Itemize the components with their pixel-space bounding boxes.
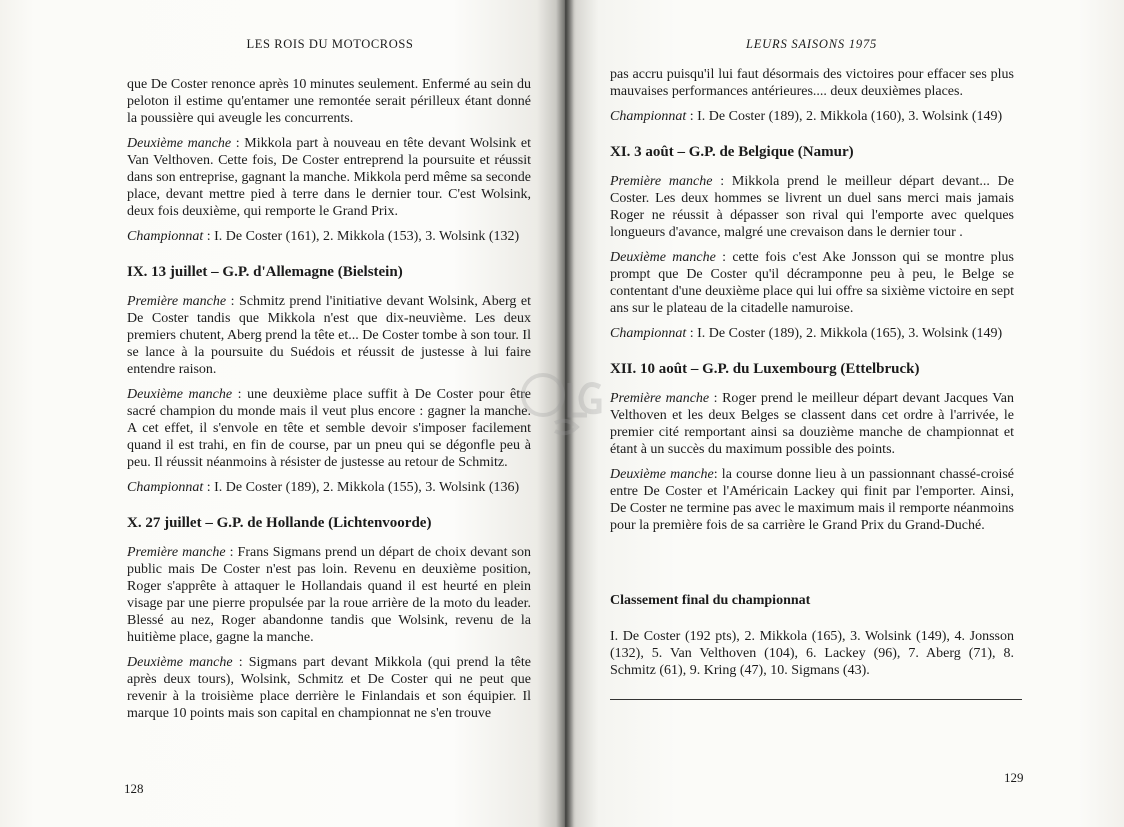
right-paragraph-1: [610, 66, 1014, 100]
left-p2-lead: Deuxième manche: [127, 136, 232, 151]
left-paragraph-1: [127, 76, 531, 127]
left-p6-text: : I. De Coster (189), 2. Mikkola (155), 3. Wolsink (136): [203, 480, 520, 495]
left-p8-lead: Deuxième manche: [127, 655, 233, 670]
left-text-block: [127, 76, 531, 730]
right-paragraph-7: [610, 466, 1014, 534]
left-p4-lead: Première manche: [127, 294, 227, 309]
left-paragraph-5: [127, 386, 531, 471]
bottom-rule: [610, 699, 1022, 700]
left-paragraph-3: [127, 228, 531, 245]
right-p3-text: : Mikkola prend le meilleur départ devant... De Coster. Les deux hommes se livrent un duel sans merci mais jamais Roger ne réussit à dépasser son rival qui l'emporte avec quelques longueurs d'avance, malgré une crevaison dans le dernier tour .: [610, 174, 1014, 240]
left-running-head: LES ROIS DU MOTOCROSS: [246, 37, 414, 51]
right-paragraph-5: [610, 325, 1014, 342]
right-paragraph-2: [610, 108, 1014, 125]
right-page-number: 129: [1004, 770, 1024, 785]
left-p2-text: : Mikkola part à nouveau en tête devant Wolsink et Van Velthoven. Cette fois, De Coster entreprend la poursuite et réussit dans son entreprise, gagnant la manche. Mikkola perd même sa seconde place, devant mettre pied à terre dans le dernier tour. C'est Wolsink, deux fois deuxième, qui remporte le Grand Prix.: [127, 136, 531, 219]
right-paragraph-3: [610, 173, 1014, 241]
right-paragraph-4: [610, 249, 1014, 317]
left-paragraph-2: [127, 135, 531, 220]
right-p2-text: : I. De Coster (189), 2. Mikkola (160), 3. Wolsink (149): [686, 109, 1003, 124]
left-p5-text: : une deuxième place suffit à De Coster pour être sacré champion du monde mais il veut plus encore : gagner la manche. A cet effet, il s'envole en tête et semble devoir s'imposer facilement quand il est trahi, en fin de course, par un pneu qui se dégonfle peu à peu. Il réussit néanmoins à résister de justesse au retour de Schmitz.: [127, 387, 531, 470]
right-p4-lead: Deuxième manche: [610, 250, 716, 265]
right-p8-text: I. De Coster (192 pts), 2. Mikkola (165), 3. Wolsink (149), 4. Jonsson (132), 5. Van Velthoven (104), 6. Lackey (96), 7. Aberg (71), 8. Schmitz (61), 9. Kring (47), 10. Sigmans (43).: [610, 629, 1014, 678]
right-running-head: LEURS SAISONS 1975: [746, 37, 878, 51]
right-p1-text: pas accru puisqu'il lui faut désormais des victoires pour effacer ses plus mauvaises performances antérieures.... deux deuxièmes places.: [610, 67, 1014, 99]
left-p3-text: : I. De Coster (161), 2. Mikkola (153), 3. Wolsink (132): [203, 229, 520, 244]
watermark-logo: [515, 365, 615, 445]
right-p6-lead: Première manche: [610, 391, 710, 406]
left-p5-lead: Deuxième manche: [127, 387, 233, 402]
left-paragraph-8: [127, 654, 531, 722]
right-p5-lead: Championnat: [610, 326, 687, 341]
right-text-block: [610, 66, 1014, 700]
left-p4-text: : Schmitz prend l'initiative devant Wolsink, Aberg et De Coster tandis que Mikkola n'est que dix-neuvième. Les deux premiers chutent, Aberg prend la tête et... De Coster tombe à son tour. Il se lance à la poursuite du Suédois et réussit de justesse à lui faire entendre raison.: [127, 294, 531, 377]
right-p5-text: : I. De Coster (189), 2. Mikkola (165), 3. Wolsink (149): [686, 326, 1003, 341]
right-p3-lead: Première manche: [610, 174, 713, 189]
right-paragraph-8: [610, 628, 1014, 679]
left-p7-lead: Première manche: [127, 545, 226, 560]
right-p6-text: : Roger prend le meilleur départ devant Jacques Van Velthoven et les deux Belges se classent dans cet ordre à l'arrivée, le premier cité remportant ainsi sa douzième manche de championnat et étant à un succès du maximum possible des points.: [610, 391, 1014, 457]
left-paragraph-6: [127, 479, 531, 496]
right-p7-text: : la course donne lieu à un passionnant chassé-croisé entre De Coster et l'Américain Lackey qui finit par l'emporter. Ainsi, De Coster ne termine pas avec le maximum mais il remporte néanmoins pour la première fois de sa carrière le Grand Prix du Grand-Duché.: [610, 467, 1014, 533]
left-p3-lead: Championnat: [127, 229, 204, 244]
right-page: [565, 0, 1124, 827]
left-paragraph-7: [127, 544, 531, 646]
left-p1-text: que De Coster renonce après 10 minutes seulement. Enfermé au sein du peloton il estime qu'entamer une remontée serait périlleux étant donné la poussière qui aveugle les concurrents.: [127, 77, 531, 126]
heading-gp-luxembourg: XII. 10 août – G.P. du Luxembourg (Ettelbruck): [610, 361, 920, 377]
right-paragraph-6: [610, 390, 1014, 458]
right-p7-lead: Deuxième manche: [610, 467, 714, 482]
left-p8-text: : Sigmans part devant Mikkola (qui prend la tête après deux tours), Wolsink, Schmitz et De Coster qui ne peut que revenir à la troisième place derrière le Finlandais et son équipier. Il marque 10 points mais son capital en championnat ne s'en trouve: [127, 655, 531, 721]
heading-gp-belgique: XI. 3 août – G.P. de Belgique (Namur): [610, 144, 854, 160]
right-p4-text: : cette fois c'est Ake Jonsson qui se montre plus prompt que De Coster qu'il décramponne peu à peu, le Belge se contentant d'une deuxième place qui lui offre sa sixième victoire en sept ans sur le plateau de la citadelle namuroise.: [610, 250, 1014, 316]
left-paragraph-4: [127, 293, 531, 378]
left-p6-lead: Championnat: [127, 480, 204, 495]
heading-gp-hollande: X. 27 juillet – G.P. de Hollande (Lichtenvoorde): [127, 515, 432, 531]
right-p2-lead: Championnat: [610, 109, 687, 124]
heading-gp-allemagne: IX. 13 juillet – G.P. d'Allemagne (Bielstein): [127, 264, 403, 280]
left-p7-text: : Frans Sigmans prend un départ de choix devant son public mais De Coster n'est pas loin. Revenu en deuxième position, Roger s'apprête à attaquer le Hollandais quand il est heurté en plein visage par une pierre propulsée par la roue arrière de la moto du leader. Blessé au nez, Roger abandonne tandis que Wolsink, revenu de la huitième place, gagne la manche.: [127, 545, 532, 645]
left-page-number: 128: [124, 781, 144, 796]
heading-final-classement: Classement final du championnat: [610, 593, 811, 608]
